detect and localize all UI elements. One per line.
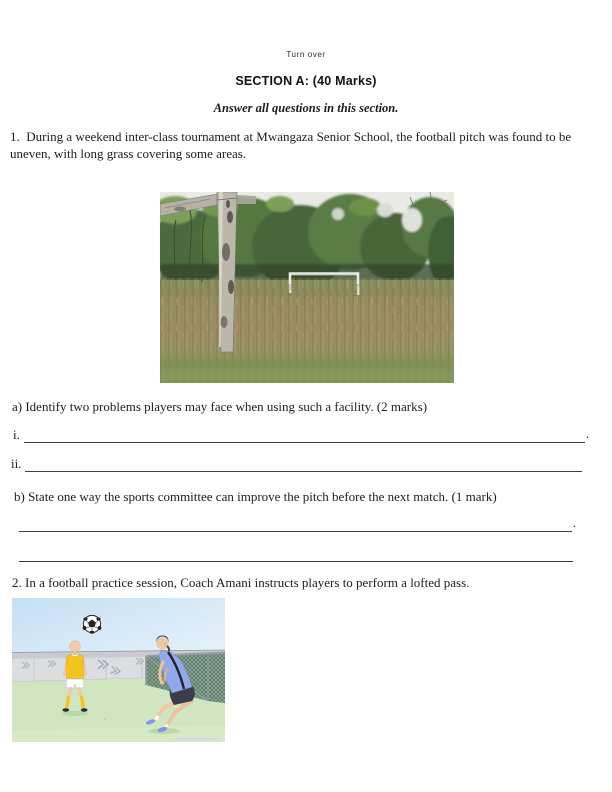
illus-watermark: [174, 738, 220, 741]
answer-line-i-suffix: .: [585, 425, 589, 441]
question-1-text: 1. During a weekend inter-class tournament at Mwangaza Senior School, the football pitch was found to be uneven, with long grass covering some areas.: [10, 129, 575, 161]
lofted-pass-graphic: [12, 598, 225, 742]
answer-rule: [24, 442, 585, 443]
question-1a-prompt: a) Identify two problems players may face when using such a facility. (2 marks): [12, 399, 428, 414]
answer-line-i-label: i.: [13, 427, 20, 442]
section-instruction: Answer all questions in this section.: [213, 101, 399, 115]
answer-line-b1: [15, 514, 576, 532]
answer-line-ii: [11, 457, 583, 472]
answer-line-b2: [15, 547, 574, 562]
pitch-photo: [160, 192, 454, 383]
question-2-text: 2. In a football practice session, Coach Amani instructs players to perform a lofted pass.: [12, 575, 470, 590]
answer-line-ii-label: ii.: [11, 456, 22, 471]
question-1b-prompt: b) State one way the sports committee can improve the pitch before the next match. (1 mark): [14, 489, 497, 504]
answer-line-i: [13, 425, 589, 443]
lofted-pass-illustration: [12, 598, 225, 742]
answer-rule: [25, 471, 582, 472]
turn-over-note: Turn over: [286, 50, 326, 59]
pitch-photo-graphic: [160, 192, 454, 383]
photo-grass-over-goal: [288, 284, 362, 298]
answer-rule: [19, 561, 573, 562]
answer-line-b1-suffix: .: [572, 514, 576, 530]
answer-rule: [19, 531, 572, 532]
photo-foreground-blur2: [160, 370, 454, 383]
section-title: SECTION A: (40 Marks): [235, 74, 377, 88]
